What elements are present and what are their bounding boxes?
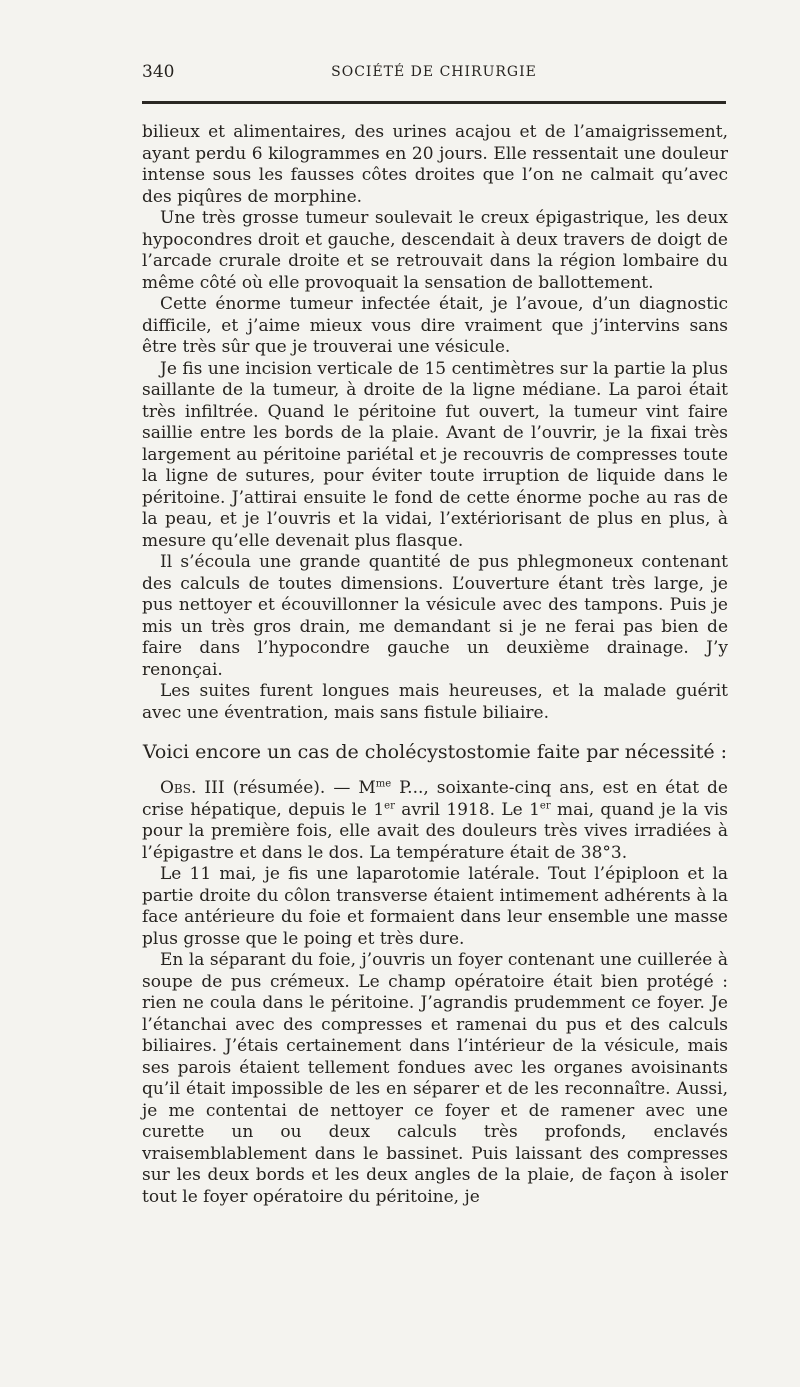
body-text [142,122,728,1208]
running-title: SOCIÉTÉ DE CHIRURGIE [331,64,537,80]
paragraph-5: Il s’écoula une grande quantité de pus phlegmoneux contenant des calculs de toutes dimensions. L’ouverture étant très large, je pus nettoyer et écouvillonner la vésicule avec des tampons. Puis je mis un très gros drain, me demandant si je ne ferai pas bien de faire dans l’hypocondre gauche un deuxième drainage. J’y renonçai. [142,552,728,680]
page-number: 340 [142,62,175,82]
observation-part3: avril 1918. Le 1 [394,799,540,820]
paragraph-6: Les suites furent longues mais heureuses, et la malade guérit avec une éventration, mais sans fistule biliaire. [142,681,728,723]
header-rule [142,101,726,104]
paragraph-4: Je fis une incision verticale de 15 centimètres sur la partie la plus saillante de la tumeur, à droite de la ligne médiane. La paroi était très infiltrée. Quand le péritoine fut ouvert, la tumeur vint faire saillie entre les bords de la plaie. Avant de l’ouvrir, je la fixai très largement au péritoine pariétal et je recouvris de compresses toute la ligne de sutures, pour éviter toute irruption de liquide dans le péritoine. J’attirai ensuite le fond de cette énorme poche au ras de la peau, et je l’ouvris et la vidai, l’extériorisant de plus en plus, à mesure qu’elle devenait plus flasque. [142,358,728,551]
page-header [142,62,726,86]
section-heading: Voici encore un cas de cholécystostomie faite par nécessité : [142,741,728,763]
observation-intro: (résumée). — M [232,778,376,798]
paragraph-8: En la séparant du foie, j’ouvris un foyer contenant une cuillerée à soupe de pus crémeux. Le champ opératoire était bien protégé : rien ne coula dans le péritoine. J’agrandis prudemment ce foyer. Je l’étanchai avec des compresses et ramenai du pus et des calculs biliaires. J’étais certainement dans l’intérieur de la vésicule, mais ses parois étaient tellement fondues avec les organes avoisinants qu’il était impossible de les en séparer et de les reconnaître. Aussi, je me contentai de nettoyer ce foyer et de ramener avec une curette un ou deux calculs très profonds, enclavés vraisemblablement dans le bassinet. Puis laissant des compresses sur les deux bords et les deux angles de la plaie, de façon à isoler tout le foyer opératoire du péritoine, je [142,950,728,1207]
paragraph-3: Cette énorme tumeur infectée était, je l’avoue, d’un diagnostic difficile, et j’aime mieux vous dire vraiment que j’intervins sans être très sûr que je trouverai une vésicule. [142,294,728,357]
ordinal-superscript-2: er [539,799,551,811]
observation-part2: P..., soixante-cinq ans, est en état de crise hépatique, depuis le 1 [142,778,728,820]
paragraph-1: bilieux et alimentaires, des urines acajou et de l’amaigrissement, ayant perdu 6 kilogrammes en 20 jours. Elle ressentait une douleur intense sous les fausses côtes droites que l’on ne calmait qu’avec des piqûres de morphine. [142,122,728,207]
observation-paragraph [142,778,728,864]
ordinal-superscript-1: er [384,799,395,811]
paragraph-7: Le 11 mai, je fis une laparotomie latérale. Tout l’épiploon et la partie droite du côlon transverse étaient intimement adhérents à la face antérieure du foie et formaient dans leur ensemble une masse plus grosse que le poing et très dure. [142,864,728,949]
paragraph-2: Une très grosse tumeur soulevait le creux épigastrique, les deux hypocondres droit et gauche, descendait à deux travers de doigt de l’arcade crurale droite et se retrouvait dans la région lombaire du même côté où elle provoquait la sensation de ballottement. [142,208,728,293]
observation-label: Obs. III [160,778,225,798]
title-superscript: me [375,778,392,790]
observation-part4: mai, quand je la vis pour la première fois, elle avait des douleurs très vives irradiées à l’épigastre et dans le dos. La température était de 38°3. [142,799,728,863]
